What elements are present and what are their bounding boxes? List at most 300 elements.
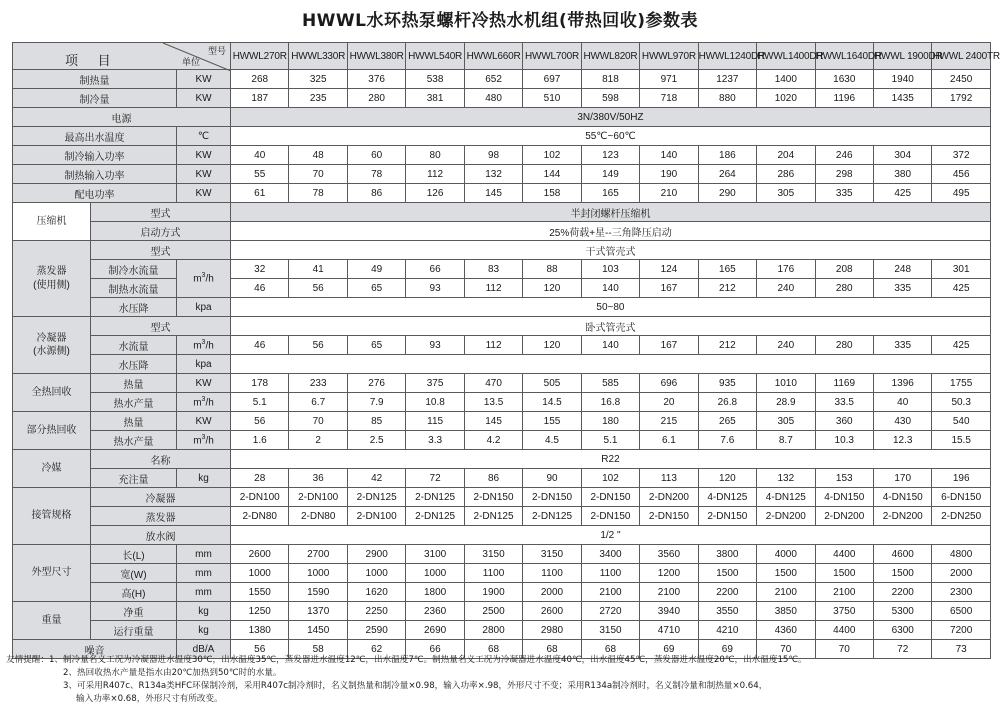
condenser-flow-value: 56 xyxy=(289,336,347,355)
heating-capacity-value: 325 xyxy=(289,70,347,89)
note-3: 3、可采用R407c、R134a类HFC环保制冷剂，采用R407c制冷剂时，名义制热量和制冷量×0.98，输入功率×.98，外形尺寸不变；采用R134a制冷剂时，名义制冷量和制热量×0.64， xyxy=(63,681,768,691)
max-outlet-temp-label: 最高出水温度 xyxy=(13,127,177,146)
condenser-group xyxy=(13,317,91,374)
partial-recovery-water-label: 热水产量 xyxy=(91,431,177,450)
dimensions-width-value: 1500 xyxy=(698,564,756,583)
header-unit-label: 单位 xyxy=(182,57,201,67)
heating-capacity-value: 1400 xyxy=(757,70,815,89)
note-3-cont: 输入功率×0.68，外形尺寸有所改变。 xyxy=(76,694,223,704)
partial-recovery-water-value: 2.5 xyxy=(347,431,405,450)
unit-sup: 3 xyxy=(201,338,206,346)
distribution-power-value: 158 xyxy=(523,184,581,203)
piping-evaporator-value: 2-DN125 xyxy=(406,507,464,526)
evaporator-group-line2: (使用侧) xyxy=(33,279,70,291)
weight-running-value: 4360 xyxy=(757,621,815,640)
cooling-input-value: 102 xyxy=(523,146,581,165)
partial-recovery-heat-value: 70 xyxy=(289,412,347,431)
piping-evaporator-row xyxy=(13,507,991,526)
piping-evaporator-value: 2-DN125 xyxy=(464,507,522,526)
condenser-flow-value: 112 xyxy=(464,336,522,355)
refrigerant-name-row xyxy=(13,450,991,469)
dimensions-height-value: 1620 xyxy=(347,583,405,602)
refrigerant-charge-value: 120 xyxy=(698,469,756,488)
weight-running-value: 1380 xyxy=(231,621,289,640)
model-header: HWWL540R xyxy=(406,43,464,70)
dimensions-height-value: 1900 xyxy=(464,583,522,602)
piping-evaporator-label: 蒸发器 xyxy=(91,507,231,526)
full-recovery-water-value: 6.7 xyxy=(289,393,347,412)
piping-evaporator-value: 2-DN200 xyxy=(757,507,815,526)
unit-base: m xyxy=(193,273,202,285)
noise-value: 72 xyxy=(874,640,932,659)
dimensions-length-value: 2600 xyxy=(231,545,289,564)
full-recovery-water-value: 26.8 xyxy=(698,393,756,412)
cooling-capacity-value: 187 xyxy=(231,89,289,108)
heating-capacity-value: 376 xyxy=(347,70,405,89)
cooling-capacity-value: 880 xyxy=(698,89,756,108)
evaporator-cool-flow-value: 103 xyxy=(581,260,639,279)
header-item-label: 项 目 xyxy=(65,53,119,68)
full-recovery-heat-value: 696 xyxy=(640,374,698,393)
partial-recovery-heat-row xyxy=(13,412,991,431)
condenser-flow-value: 140 xyxy=(581,336,639,355)
compressor-type-row xyxy=(13,203,991,222)
evaporator-heat-flow-value: 280 xyxy=(815,279,873,298)
model-header: HWWL380R xyxy=(347,43,405,70)
footnotes xyxy=(6,654,994,706)
noise-value: 70 xyxy=(757,640,815,659)
header-row xyxy=(13,43,991,70)
weight-net-value: 1370 xyxy=(289,602,347,621)
refrigerant-charge-value: 90 xyxy=(523,469,581,488)
partial-recovery-heat-value: 540 xyxy=(932,412,990,431)
piping-evaporator-value: 2-DN150 xyxy=(640,507,698,526)
evaporator-heat-flow-row xyxy=(13,279,991,298)
compressor-type-label: 型式 xyxy=(91,203,231,222)
full-recovery-heat-value: 585 xyxy=(581,374,639,393)
dimensions-length-value: 3100 xyxy=(406,545,464,564)
unit-sup: 3 xyxy=(201,272,206,280)
partial-recovery-water-value: 7.6 xyxy=(698,431,756,450)
full-recovery-heat-value: 470 xyxy=(464,374,522,393)
full-recovery-water-value: 33.5 xyxy=(815,393,873,412)
full-recovery-water-unit xyxy=(177,393,231,412)
unit-base: m xyxy=(193,340,202,352)
noise-value: 68 xyxy=(464,640,522,659)
heating-capacity-value: 1630 xyxy=(815,70,873,89)
partial-recovery-heat-value: 430 xyxy=(874,412,932,431)
distribution-power-value: 86 xyxy=(347,184,405,203)
full-recovery-heat-value: 233 xyxy=(289,374,347,393)
full-recovery-water-label: 热水产量 xyxy=(91,393,177,412)
heating-capacity-value: 971 xyxy=(640,70,698,89)
evaporator-heat-flow-value: 120 xyxy=(523,279,581,298)
dimensions-height-row xyxy=(13,583,991,602)
model-header: HWWL 2400TR xyxy=(932,43,990,70)
piping-evaporator-value: 2-DN150 xyxy=(581,507,639,526)
partial-recovery-heat-value: 145 xyxy=(464,412,522,431)
noise-value: 58 xyxy=(289,640,347,659)
dimensions-height-label: 高(H) xyxy=(91,583,177,602)
evaporator-cool-flow-value: 248 xyxy=(874,260,932,279)
heating-input-value: 149 xyxy=(581,165,639,184)
condenser-type-span: 卧式管壳式 xyxy=(231,317,991,336)
full-recovery-water-value: 10.8 xyxy=(406,393,464,412)
heating-input-value: 264 xyxy=(698,165,756,184)
weight-net-value: 2360 xyxy=(406,602,464,621)
piping-evaporator-value: 2-DN150 xyxy=(698,507,756,526)
dimensions-height-value: 2000 xyxy=(523,583,581,602)
evaporator-cool-flow-value: 165 xyxy=(698,260,756,279)
refrigerant-charge-value: 153 xyxy=(815,469,873,488)
partial-recovery-heat-value: 56 xyxy=(231,412,289,431)
heating-capacity-label: 制热量 xyxy=(13,70,177,89)
dimensions-length-value: 4000 xyxy=(757,545,815,564)
evaporator-pressure-unit: kpa xyxy=(177,298,231,317)
partial-recovery-heat-value: 85 xyxy=(347,412,405,431)
piping-condenser-value: 4-DN125 xyxy=(757,488,815,507)
unit-base: m xyxy=(193,397,202,409)
dimensions-length-value: 3800 xyxy=(698,545,756,564)
compressor-group: 压缩机 xyxy=(13,203,91,241)
weight-net-value: 2600 xyxy=(523,602,581,621)
compressor-start-label: 启动方式 xyxy=(91,222,231,241)
noise-value: 69 xyxy=(640,640,698,659)
condenser-pressure-unit: kpa xyxy=(177,355,231,374)
unit-sup: 3 xyxy=(201,433,206,441)
cooling-input-label: 制冷输入功率 xyxy=(13,146,177,165)
partial-recovery-water-unit xyxy=(177,431,231,450)
cooling-input-value: 48 xyxy=(289,146,347,165)
dimensions-width-value: 1500 xyxy=(815,564,873,583)
dimensions-height-value: 1800 xyxy=(406,583,464,602)
cooling-input-value: 140 xyxy=(640,146,698,165)
heating-input-value: 190 xyxy=(640,165,698,184)
dimensions-width-value: 1100 xyxy=(523,564,581,583)
condenser-flow-value: 425 xyxy=(932,336,990,355)
piping-condenser-value: 2-DN150 xyxy=(464,488,522,507)
distribution-power-value: 495 xyxy=(932,184,990,203)
evaporator-cool-flow-value: 83 xyxy=(464,260,522,279)
full-recovery-water-value: 7.9 xyxy=(347,393,405,412)
dimensions-length-value: 3560 xyxy=(640,545,698,564)
dimensions-length-label: 长(L) xyxy=(91,545,177,564)
evaporator-pressure-label: 水压降 xyxy=(91,298,177,317)
partial-recovery-heat-value: 360 xyxy=(815,412,873,431)
evaporator-cool-flow-value: 32 xyxy=(231,260,289,279)
weight-running-row xyxy=(13,621,991,640)
weight-running-value: 2690 xyxy=(406,621,464,640)
heating-capacity-unit: KW xyxy=(177,70,231,89)
evaporator-group xyxy=(13,241,91,317)
full-recovery-heat-value: 1396 xyxy=(874,374,932,393)
heating-input-value: 78 xyxy=(347,165,405,184)
weight-net-value: 2720 xyxy=(581,602,639,621)
full-recovery-water-value: 14.5 xyxy=(523,393,581,412)
weight-net-value: 3940 xyxy=(640,602,698,621)
noise-label: 噪音 xyxy=(13,640,177,659)
dimensions-height-unit: mm xyxy=(177,583,231,602)
evaporator-flow-unit xyxy=(177,260,231,298)
partial-recovery-heat-unit: KW xyxy=(177,412,231,431)
dimensions-height-value: 2200 xyxy=(874,583,932,602)
dimensions-group: 外型尺寸 xyxy=(13,545,91,602)
heating-input-value: 380 xyxy=(874,165,932,184)
dimensions-width-value: 1000 xyxy=(231,564,289,583)
heating-capacity-value: 652 xyxy=(464,70,522,89)
compressor-type-span: 半封闭螺杆压缩机 xyxy=(231,203,991,222)
heating-input-unit: KW xyxy=(177,165,231,184)
full-recovery-water-value: 5.1 xyxy=(231,393,289,412)
heating-capacity-value: 268 xyxy=(231,70,289,89)
cooling-input-value: 98 xyxy=(464,146,522,165)
condenser-flow-value: 46 xyxy=(231,336,289,355)
evaporator-heat-flow-value: 56 xyxy=(289,279,347,298)
refrigerant-name-label: 名称 xyxy=(91,450,231,469)
cooling-input-value: 186 xyxy=(698,146,756,165)
dimensions-length-value: 4400 xyxy=(815,545,873,564)
weight-net-value: 3550 xyxy=(698,602,756,621)
cooling-capacity-value: 480 xyxy=(464,89,522,108)
refrigerant-charge-value: 42 xyxy=(347,469,405,488)
evaporator-cool-flow-value: 208 xyxy=(815,260,873,279)
evaporator-cool-flow-value: 41 xyxy=(289,260,347,279)
cooling-input-unit: KW xyxy=(177,146,231,165)
heating-capacity-value: 818 xyxy=(581,70,639,89)
full-recovery-water-value: 50.3 xyxy=(932,393,990,412)
distribution-power-value: 290 xyxy=(698,184,756,203)
evaporator-type-span: 干式管壳式 xyxy=(231,241,991,260)
dimensions-width-row xyxy=(13,564,991,583)
model-header: HWWL970R xyxy=(640,43,698,70)
cooling-capacity-value: 510 xyxy=(523,89,581,108)
note-1: 友情提醒：1、制冷量名义工况为冷凝器进水温度30℃，出水温度35℃，蒸发器进水温度12℃，出水温度7℃。制热量名义工况为冷凝器进水温度40℃，出水温度45℃，蒸发器进水温度20℃，出水温度15℃。 xyxy=(6,655,807,665)
noise-value: 69 xyxy=(698,640,756,659)
evaporator-cool-flow-value: 176 xyxy=(757,260,815,279)
heating-input-value: 132 xyxy=(464,165,522,184)
dimensions-height-value: 1590 xyxy=(289,583,347,602)
weight-running-value: 6300 xyxy=(874,621,932,640)
condenser-flow-label: 水流量 xyxy=(91,336,177,355)
partial-recovery-water-value: 1.6 xyxy=(231,431,289,450)
cooling-capacity-value: 381 xyxy=(406,89,464,108)
heating-capacity-value: 697 xyxy=(523,70,581,89)
partial-recovery-water-value: 5.1 xyxy=(581,431,639,450)
dimensions-height-value: 1550 xyxy=(231,583,289,602)
distribution-power-value: 78 xyxy=(289,184,347,203)
noise-value: 56 xyxy=(231,640,289,659)
partial-recovery-water-value: 4.5 xyxy=(523,431,581,450)
evaporator-cool-flow-row xyxy=(13,260,991,279)
cooling-input-value: 60 xyxy=(347,146,405,165)
partial-recovery-water-value: 2 xyxy=(289,431,347,450)
noise-value: 62 xyxy=(347,640,405,659)
model-header: HWWL1640DR xyxy=(815,43,873,70)
dimensions-width-value: 1500 xyxy=(757,564,815,583)
full-recovery-heat-value: 1755 xyxy=(932,374,990,393)
full-recovery-water-value: 16.8 xyxy=(581,393,639,412)
condenser-flow-value: 280 xyxy=(815,336,873,355)
condenser-flow-value: 93 xyxy=(406,336,464,355)
piping-condenser-value: 2-DN125 xyxy=(347,488,405,507)
refrigerant-charge-value: 113 xyxy=(640,469,698,488)
condenser-group-line2: (水源侧) xyxy=(33,346,70,357)
weight-group: 重量 xyxy=(13,602,91,640)
cooling-capacity-value: 1435 xyxy=(874,89,932,108)
heating-capacity-row xyxy=(13,70,991,89)
distribution-power-value: 165 xyxy=(581,184,639,203)
cooling-input-row xyxy=(13,146,991,165)
evaporator-cool-flow-value: 301 xyxy=(932,260,990,279)
distribution-power-value: 210 xyxy=(640,184,698,203)
full-recovery-heat-value: 276 xyxy=(347,374,405,393)
piping-condenser-value: 2-DN150 xyxy=(581,488,639,507)
note-2: 2、热回收热水产量是指水由20℃加热到50℃时的水量。 xyxy=(63,668,282,678)
refrigerant-group: 冷媒 xyxy=(13,450,91,488)
partial-recovery-heat-value: 215 xyxy=(640,412,698,431)
dimensions-width-value: 1500 xyxy=(874,564,932,583)
dimensions-height-value: 2100 xyxy=(640,583,698,602)
partial-recovery-water-value: 6.1 xyxy=(640,431,698,450)
refrigerant-charge-value: 72 xyxy=(406,469,464,488)
piping-evaporator-value: 2-DN250 xyxy=(932,507,990,526)
piping-condenser-value: 2-DN100 xyxy=(289,488,347,507)
weight-running-value: 2800 xyxy=(464,621,522,640)
heating-input-value: 456 xyxy=(932,165,990,184)
model-header: HWWL 1900DR xyxy=(874,43,932,70)
full-recovery-heat-row xyxy=(13,374,991,393)
model-header: HWWL820R xyxy=(581,43,639,70)
partial-recovery-heat-value: 115 xyxy=(406,412,464,431)
evaporator-heat-flow-value: 140 xyxy=(581,279,639,298)
noise-value: 70 xyxy=(815,640,873,659)
dimensions-width-value: 1100 xyxy=(464,564,522,583)
dimensions-length-value: 2900 xyxy=(347,545,405,564)
heating-input-value: 55 xyxy=(231,165,289,184)
evaporator-heat-flow-value: 93 xyxy=(406,279,464,298)
distribution-power-label: 配电功率 xyxy=(13,184,177,203)
noise-unit: dB/A xyxy=(177,640,231,659)
noise-value: 73 xyxy=(932,640,990,659)
distribution-power-value: 335 xyxy=(815,184,873,203)
power-supply-span: 3N/380V/50HZ xyxy=(231,108,991,127)
evaporator-group-line1: 蒸发器 xyxy=(36,266,67,277)
heating-input-value: 286 xyxy=(757,165,815,184)
evaporator-cool-flow-value: 124 xyxy=(640,260,698,279)
heating-capacity-value: 538 xyxy=(406,70,464,89)
weight-running-unit: kg xyxy=(177,621,231,640)
condenser-pressure-empty xyxy=(231,355,991,374)
partial-recovery-water-value: 3.3 xyxy=(406,431,464,450)
full-recovery-group: 全热回收 xyxy=(13,374,91,412)
piping-condenser-value: 2-DN150 xyxy=(523,488,581,507)
condenser-pressure-label: 水压降 xyxy=(91,355,177,374)
distribution-power-value: 425 xyxy=(874,184,932,203)
piping-evaporator-value: 2-DN125 xyxy=(523,507,581,526)
full-recovery-heat-value: 178 xyxy=(231,374,289,393)
cooling-capacity-row xyxy=(13,89,991,108)
refrigerant-charge-value: 86 xyxy=(464,469,522,488)
weight-running-value: 4210 xyxy=(698,621,756,640)
dimensions-width-value: 1100 xyxy=(581,564,639,583)
refrigerant-charge-value: 170 xyxy=(874,469,932,488)
dimensions-height-value: 2100 xyxy=(815,583,873,602)
page-title: HWWL水环热泵螺杆冷热水机组(带热回收)参数表 xyxy=(301,11,699,31)
partial-recovery-water-value: 10.3 xyxy=(815,431,873,450)
partial-recovery-heat-value: 265 xyxy=(698,412,756,431)
full-recovery-water-value: 28.9 xyxy=(757,393,815,412)
evaporator-pressure-span: 50~80 xyxy=(231,298,991,317)
weight-net-value: 1250 xyxy=(231,602,289,621)
cooling-input-value: 204 xyxy=(757,146,815,165)
piping-condenser-value: 4-DN125 xyxy=(698,488,756,507)
full-recovery-heat-value: 1169 xyxy=(815,374,873,393)
heating-input-row xyxy=(13,165,991,184)
refrigerant-charge-unit: kg xyxy=(177,469,231,488)
dimensions-width-value: 1200 xyxy=(640,564,698,583)
model-header: HWWL1400DR xyxy=(757,43,815,70)
noise-value: 68 xyxy=(581,640,639,659)
max-outlet-temp-unit: ℃ xyxy=(177,127,231,146)
unit-rest: /h xyxy=(205,435,214,447)
full-recovery-heat-value: 505 xyxy=(523,374,581,393)
header-model-label: 型号 xyxy=(208,46,227,56)
condenser-flow-value: 240 xyxy=(757,336,815,355)
condenser-flow-unit xyxy=(177,336,231,355)
heating-capacity-value: 1237 xyxy=(698,70,756,89)
heating-capacity-value: 1940 xyxy=(874,70,932,89)
refrigerant-charge-value: 132 xyxy=(757,469,815,488)
heating-input-label: 制热输入功率 xyxy=(13,165,177,184)
refrigerant-name-span: R22 xyxy=(231,450,991,469)
cooling-capacity-value: 280 xyxy=(347,89,405,108)
compressor-start-row xyxy=(13,222,991,241)
unit-rest: /h xyxy=(205,397,214,409)
dimensions-width-value: 1000 xyxy=(406,564,464,583)
condenser-type-label: 型式 xyxy=(91,317,231,336)
dimensions-length-value: 3150 xyxy=(464,545,522,564)
noise-value: 66 xyxy=(406,640,464,659)
dimensions-length-value: 4800 xyxy=(932,545,990,564)
dimensions-height-value: 2100 xyxy=(581,583,639,602)
evaporator-heat-flow-value: 65 xyxy=(347,279,405,298)
condenser-flow-value: 120 xyxy=(523,336,581,355)
weight-running-value: 2980 xyxy=(523,621,581,640)
piping-evaporator-value: 2-DN80 xyxy=(289,507,347,526)
model-header: HWWL330R xyxy=(289,43,347,70)
cooling-capacity-value: 1792 xyxy=(932,89,990,108)
dimensions-length-value: 2700 xyxy=(289,545,347,564)
cooling-input-value: 372 xyxy=(932,146,990,165)
dimensions-height-value: 2100 xyxy=(757,583,815,602)
piping-evaporator-value: 2-DN100 xyxy=(347,507,405,526)
model-header: HWWL270R xyxy=(231,43,289,70)
piping-condenser-value: 4-DN150 xyxy=(874,488,932,507)
evaporator-cool-flow-label: 制冷水流量 xyxy=(91,260,177,279)
evaporator-cool-flow-value: 88 xyxy=(523,260,581,279)
heating-input-value: 70 xyxy=(289,165,347,184)
weight-net-label: 净重 xyxy=(91,602,177,621)
cooling-capacity-value: 235 xyxy=(289,89,347,108)
weight-net-value: 2250 xyxy=(347,602,405,621)
dimensions-width-value: 1000 xyxy=(347,564,405,583)
piping-evaporator-value: 2-DN200 xyxy=(874,507,932,526)
condenser-flow-value: 212 xyxy=(698,336,756,355)
cooling-capacity-value: 1020 xyxy=(757,89,815,108)
model-header: HWWL1240DR xyxy=(698,43,756,70)
condenser-flow-value: 167 xyxy=(640,336,698,355)
evaporator-pressure-row xyxy=(13,298,991,317)
